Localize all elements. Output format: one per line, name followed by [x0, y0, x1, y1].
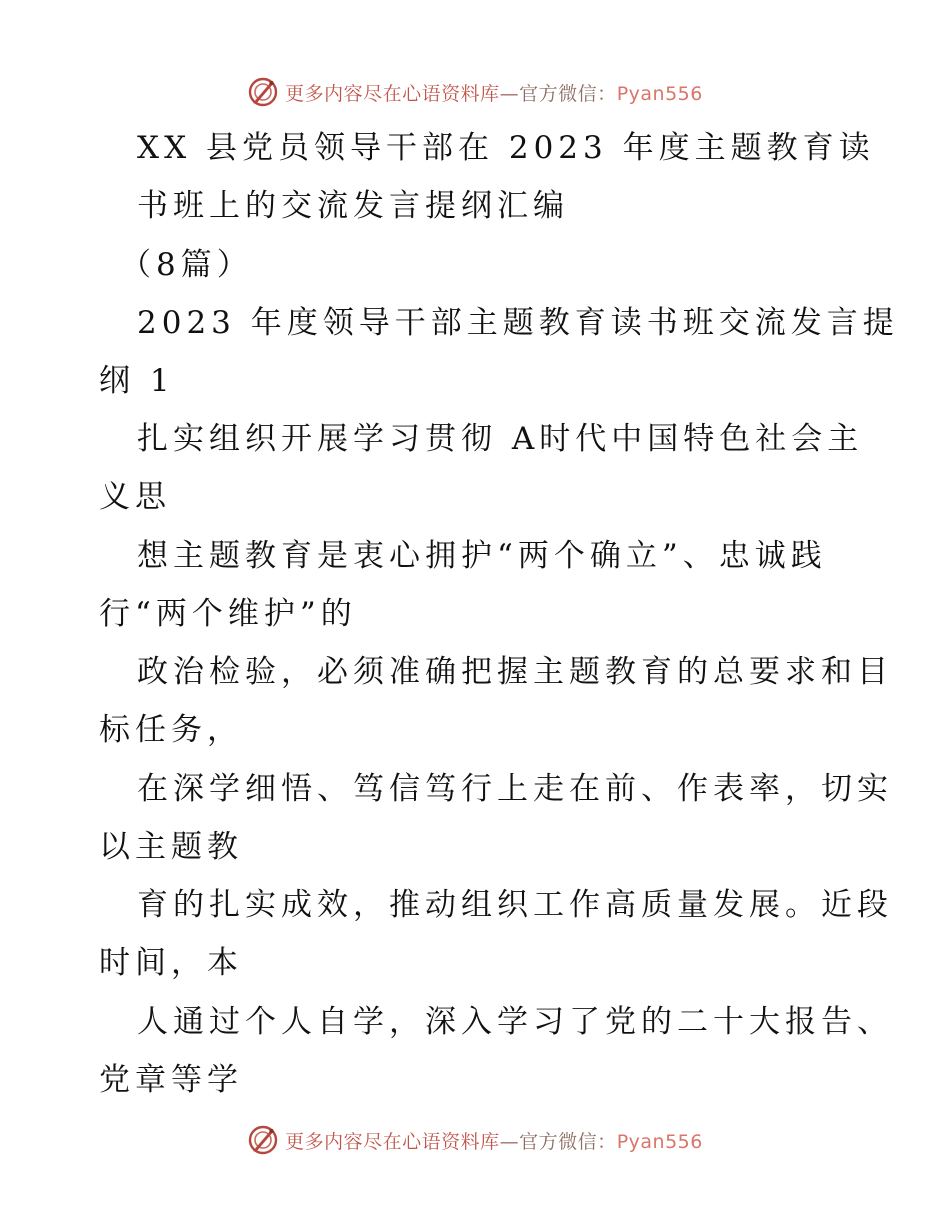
footer-watermark [0, 1120, 950, 1160]
paragraph-line: 党章等学 [99, 1062, 243, 1098]
paragraph-line: 标任务， [99, 712, 243, 748]
paragraph-line: 育的扎实成效，推动组织工作高质量发展。近段 [137, 887, 893, 923]
title-line-2: 书班上的交流发言提纲汇编 [137, 188, 569, 224]
header-watermark [0, 72, 950, 112]
section-heading-line-1: 2023 年度领导干部主题教育读书班交流发言提 [137, 305, 899, 341]
paragraph-line: 想主题教育是衷心拥护“两个确立”、忠诚践 [137, 538, 827, 574]
watermark-wechat-label: 官方微信： [519, 1130, 617, 1153]
quill-logo-icon [247, 1124, 279, 1156]
watermark-handle: Pyan556 [616, 82, 703, 105]
paragraph-line: 以主题教 [99, 829, 243, 865]
title-count: （8篇） [120, 247, 253, 283]
paragraph-line: 人通过个人自学，深入学习了党的二十大报告、 [137, 1004, 893, 1040]
section-heading-line-2: 纲 1 [99, 363, 175, 399]
paragraph-line: 时间，本 [99, 945, 243, 981]
watermark-text [285, 1127, 703, 1154]
paragraph-line: 政治检验，必须准确把握主题教育的总要求和目 [137, 654, 893, 690]
watermark-text [285, 79, 703, 106]
watermark-wechat-label: 官方微信： [519, 82, 617, 105]
quill-logo-icon [247, 76, 279, 108]
paragraph-line: 扎实组织开展学习贯彻 A时代中国特色社会主 [137, 421, 864, 457]
paragraph-line: 行“两个维护”的 [99, 596, 357, 632]
watermark-dash: — [499, 82, 520, 105]
watermark-dash: — [499, 1130, 520, 1153]
paragraph-line: 在深学细悟、笃信笃行上走在前、作表率，切实 [137, 771, 893, 807]
paragraph-line: 义思 [99, 479, 171, 515]
title-line-1: XX 县党员领导干部在 2023 年度主题教育读 [137, 130, 875, 166]
watermark-handle: Pyan556 [616, 1130, 703, 1153]
watermark-site: 更多内容尽在心语资料库 [285, 82, 500, 105]
watermark-site: 更多内容尽在心语资料库 [285, 1130, 500, 1153]
